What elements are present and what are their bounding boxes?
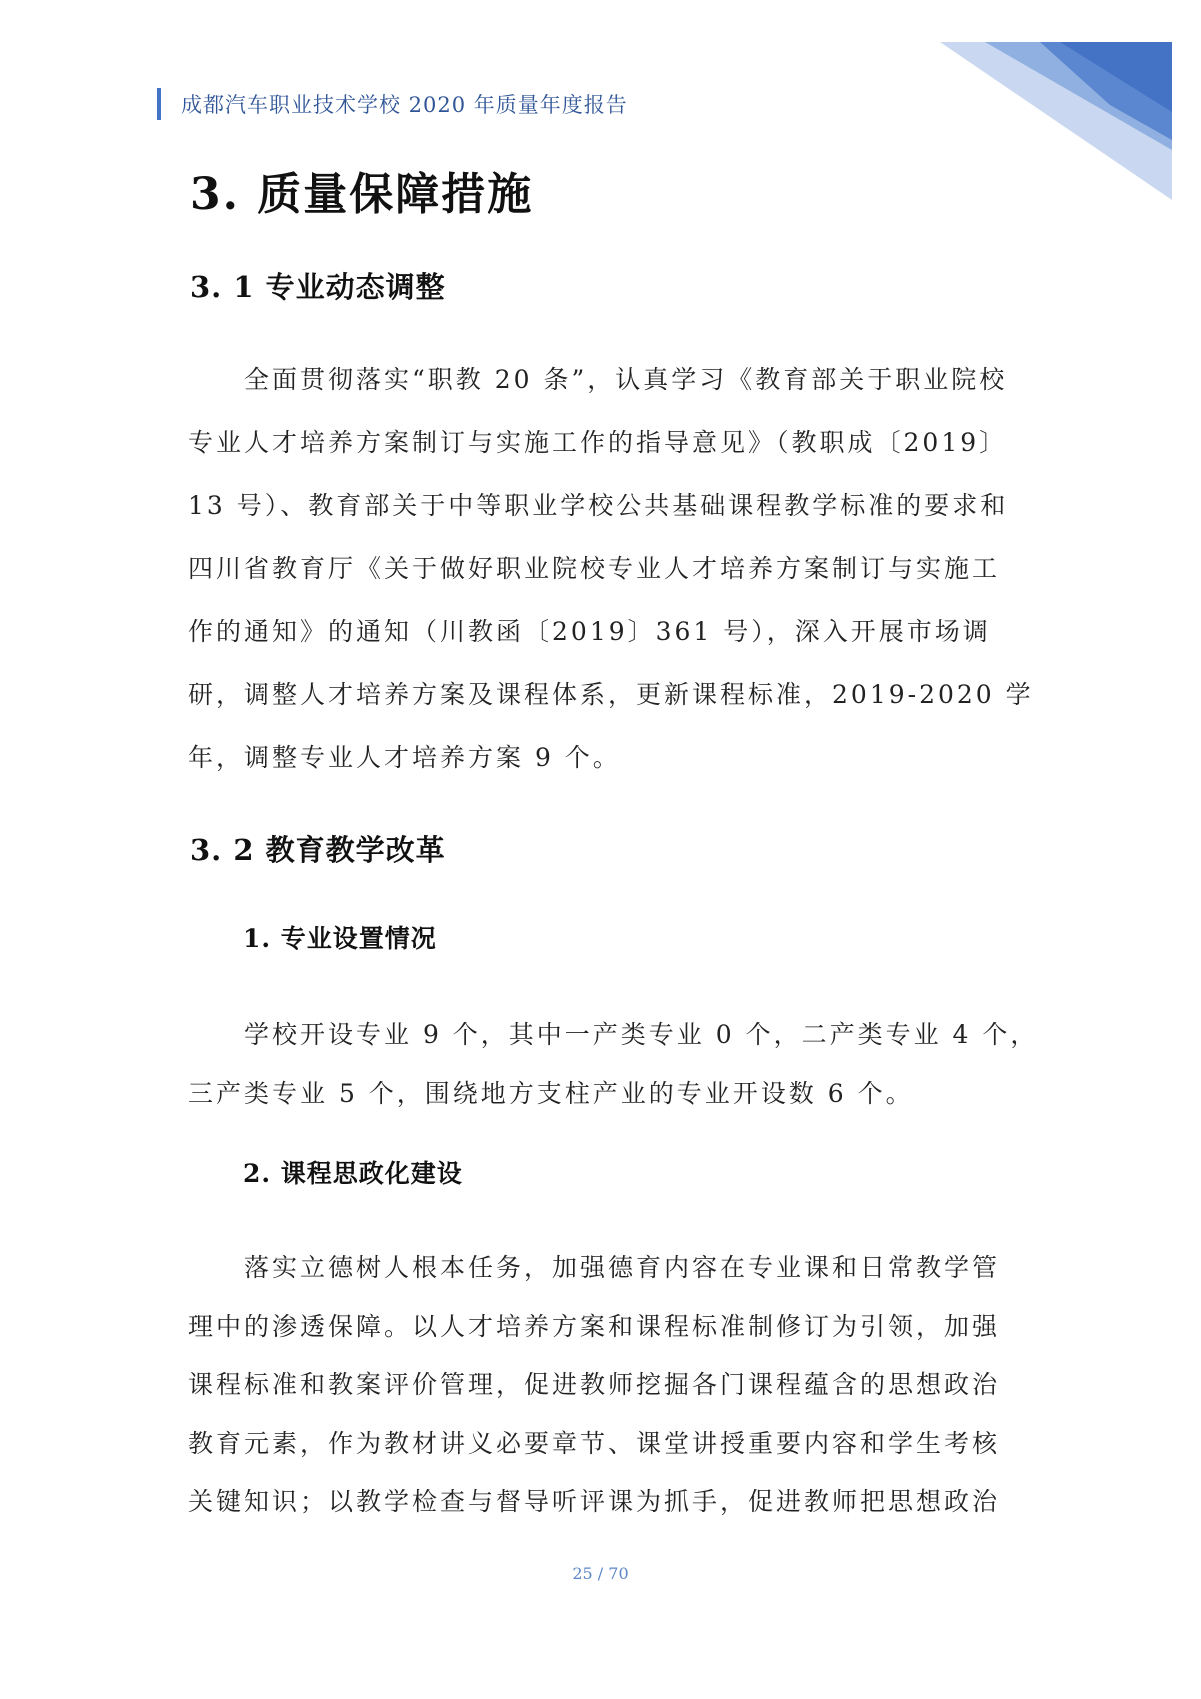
paragraph-line: 理中的渗透保障。以人才培养方案和课程标准制修订为引领，加强 xyxy=(188,1311,1001,1341)
paragraph-line: 教育元素，作为教材讲义必要章节、课堂讲授重要内容和学生考核 xyxy=(188,1428,1001,1458)
paragraph-line: 专业人才培养方案制订与实施工作的指导意见》（教职成〔2019〕 xyxy=(188,428,1008,457)
subsection-heading-1: 1. 专业设置情况 xyxy=(243,924,437,953)
page-number: 25 / 70 xyxy=(572,1564,629,1583)
subsection-2-paragraph xyxy=(188,1239,1028,1532)
subsection-1-paragraph xyxy=(188,1006,1039,1123)
paragraph-line: 关键知识；以教学检查与督导听评课为抓手，促进教师把思想政治 xyxy=(188,1487,1001,1516)
section-heading-3-2: 3. 2 教育教学改革 xyxy=(190,833,446,867)
header-title: 成都汽车职业技术学校 2020 年质量年度报告 xyxy=(181,93,628,117)
paragraph-line: 四川省教育厅《关于做好职业院校专业人才培养方案制订与实施工 xyxy=(188,554,1001,583)
report-header xyxy=(157,88,628,120)
paragraph-line: 落实立德树人根本任务，加强德育内容在专业课和日常教学管 xyxy=(188,1253,1001,1282)
paragraph-line: 13 号）、教育部关于中等职业学校公共基础课程教学标准的要求和 xyxy=(188,491,1009,520)
paragraph-line: 学校开设专业 9 个，其中一产类专业 0 个，二产类专业 4 个， xyxy=(188,1020,1039,1049)
subsection-heading-2: 2. 课程思政化建设 xyxy=(243,1159,463,1188)
paragraph-line: 课程标准和教案评价管理，促进教师挖掘各门课程蕴含的思想政治 xyxy=(188,1370,1001,1399)
paragraph-line: 全面贯彻落实“职教 20 条”，认真学习《教育部关于职业院校 xyxy=(188,365,1008,394)
paragraph-line: 作的通知》的通知（川教函〔2019〕361 号），深入开展市场调 xyxy=(188,617,991,646)
header-accent-bar xyxy=(157,88,161,120)
section-heading-3-1: 3. 1 专业动态调整 xyxy=(190,270,446,304)
paragraph-line: 三产类专业 5 个，围绕地方支柱产业的专业开设数 6 个。 xyxy=(188,1078,914,1108)
paragraph-line: 研，调整人才培养方案及课程体系，更新课程标准，2019-2020 学 xyxy=(188,680,1034,709)
paragraph-line: 年，调整专业人才培养方案 9 个。 xyxy=(188,743,621,772)
section-3-1-paragraph xyxy=(188,348,1034,789)
page-title: 3. 质量保障措施 xyxy=(190,169,534,220)
